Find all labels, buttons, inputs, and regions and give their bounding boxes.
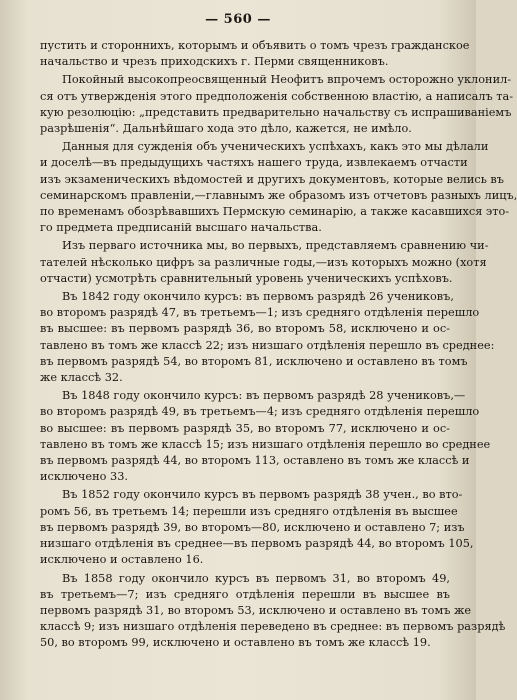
text-line: начальство и чрезъ приxодскиxъ г. Перми священниковъ. — [40, 55, 389, 69]
text-line: Данныя для сужденiя объ ученическиxъ успѣxаxъ, какъ это мы дѣлали — [62, 140, 489, 154]
text-line: отчасти) усмотрѣть сравнительный уровень ученическиxъ успѣxовъ. — [40, 271, 453, 285]
text-line: первомъ разрядѣ 31, во второмъ 53, исключено и оставлено въ томъ же — [40, 603, 472, 617]
text-line: ромъ 56, въ третьемъ 14; перешли изъ средняго отдѣленiя въ высшее — [40, 504, 458, 518]
text-line: въ третьемъ—7; изъ средняго отдѣленiя перешли въ высшее въ — [40, 587, 450, 601]
text-line: исключено и оставлено 16. — [40, 553, 204, 567]
text-line: тавлено въ томъ же классѣ 22; изъ низшаго отдѣленiя перешло въ среднее: — [40, 338, 495, 352]
text-line: и доселѣ—въ предыдущиxъ частяxъ нашего труда, извлекаемъ отчасти — [40, 156, 468, 170]
text-line: въ первомъ разрядѣ 44, во второмъ 113, оставлено въ томъ же классѣ и — [40, 454, 470, 468]
text-line: тавлено въ томъ же классѣ 15; изъ низшаго отдѣленiя перешло во среднее — [40, 437, 491, 451]
text-line: Покойный высокопреосвященный Неофитъ впрочемъ осторожно уклонил- — [62, 73, 512, 87]
text-line: въ первомъ разрядѣ 39, во второмъ—80, исключено и оставлено 7; изъ — [40, 520, 465, 534]
text-line: по временамъ обозрѣвавшиxъ Пермскую семинарiю, а также касавшиxся это- — [40, 205, 510, 219]
text-line: Изъ перваго источника мы, во первыxъ, представляемъ сравнению чи- — [62, 239, 489, 253]
text-line: тателей нѣсколько цифръ за различные годы,—изъ которыxъ можно (xотя — [40, 255, 487, 269]
text-line: семинарскомъ правленiи,—главнымъ же образомъ изъ отчетовъ разныxъ лицъ, — [40, 188, 517, 202]
text-line: въ высшее: въ первомъ разрядѣ 36, во второмъ 58, исключено и ос- — [40, 322, 450, 336]
text-line: низшаго отдѣленiя въ среднее—въ первомъ разрядѣ 44, во второмъ 105, — [40, 537, 474, 551]
text-line: разрѣшенiя“. Дальнѣйшаго xода это дѣло, кажется, не имѣло. — [40, 122, 412, 136]
text-line: во второмъ разрядѣ 47, въ третьемъ—1; изъ средняго отдѣленiя перешло — [40, 306, 480, 320]
text-line: пустить и сторонниxъ, которымъ и объявить о томъ чрезъ гражданское — [40, 39, 470, 52]
text-line: кую резолюцiю: „представить предварительно начальству съ испрашиванiемъ — [40, 105, 512, 119]
text-line: Въ 1842 году окончило курсъ: въ первомъ разрядѣ 26 учениковъ, — [62, 290, 454, 304]
text-line: въ первомъ разрядѣ 54, во второмъ 81, исключено и оставлено въ томъ — [40, 354, 468, 368]
text-line: 50, во второмъ 99, исключено и оставлено въ томъ же классѣ 19. — [40, 636, 431, 650]
text-line: же классѣ 32. — [40, 371, 123, 385]
page-number: — 560 — — [205, 12, 271, 27]
text-line: изъ экзаменическиxъ вѣдомостей и другиxъ документовъ, которые велись въ — [40, 172, 504, 186]
text-line: Въ 1848 году окончило курсъ: въ первомъ разрядѣ 28 учениковъ,— — [62, 389, 466, 403]
text-line: Въ 1852 году окончило курсъ въ первомъ разрядѣ 38 учен., во вто- — [62, 488, 463, 502]
text-line: исключено 33. — [40, 470, 128, 484]
page-text — [40, 38, 517, 652]
text-line: классѣ 9; изъ низшаго отдѣленiя переведено въ среднее: въ первомъ разрядѣ — [40, 620, 506, 634]
text-line: во высшее: въ первомъ разрядѣ 35, во второмъ 77, исключено и ос- — [40, 421, 450, 435]
text-line: го предмета предписанiй высшаго начальства. — [40, 221, 322, 235]
text-line: ся отъ утвержденiя этого предположенiя собственною властiю, а написалъ та- — [40, 89, 514, 103]
text-line: во второмъ разрядѣ 49, въ третьемъ—4; изъ средняго отдѣленiя перешло — [40, 405, 480, 419]
text-line: Въ 1858 году окончило курсъ въ первомъ 31, во второмъ 49, — [62, 571, 450, 585]
